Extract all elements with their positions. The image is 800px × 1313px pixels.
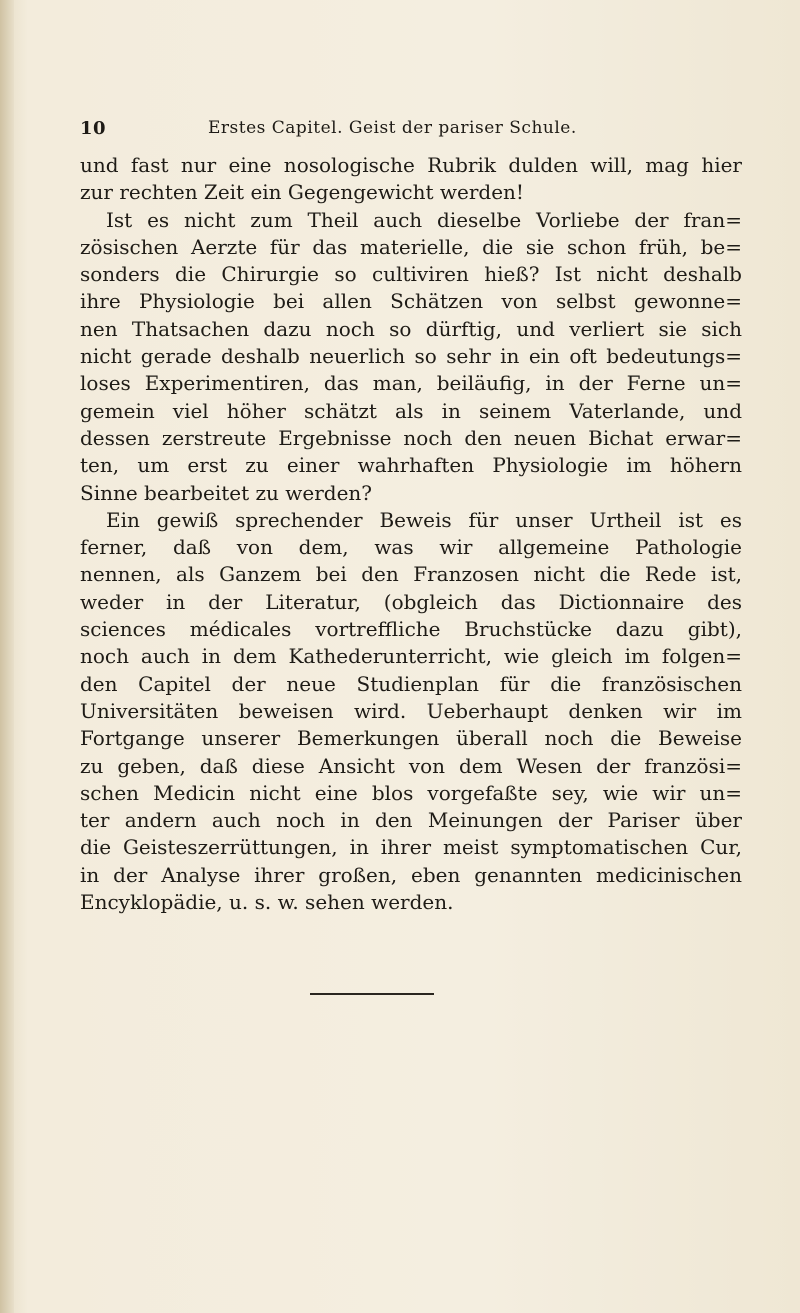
text-line: weder in der Literatur, (obgleich das Dictionnaire des <box>80 589 742 614</box>
text-line: ter andern auch noch in den Meinungen der Pariser über <box>80 808 742 833</box>
text-line: schen Medicin nicht eine blos vorgefaßte sey, wie wir un= <box>80 780 742 805</box>
text-line: ferner, daß von dem, was wir allgemeine Pathologie <box>80 535 742 560</box>
running-title: Erstes Capitel. Geist der pariser Schule. <box>208 118 577 138</box>
text-line: nicht gerade deshalb neuerlich so sehr in ein oft bedeutungs= <box>80 344 742 369</box>
text-line: sonders die Chirurgie so cultiviren hieß? Ist nicht deshalb <box>80 262 742 287</box>
text-line: den Capitel der neue Studienplan für die französischen <box>80 671 742 696</box>
body-text <box>80 152 742 916</box>
text-line: Universitäten beweisen wird. Ueberhaupt denken wir im <box>80 698 742 723</box>
text-line: dessen zerstreute Ergebnisse noch den neuen Bichat erwar= <box>80 425 742 450</box>
text-line: zösischen Aerzte für das materielle, die sie schon früh, be= <box>80 234 742 259</box>
text-line: gemein viel höher schätzt als in seinem Vaterlande, und <box>80 398 742 423</box>
text-line: loses Experimentiren, das man, beiläufig, in der Ferne un= <box>80 371 742 396</box>
page-binding-edge <box>0 0 14 1313</box>
text-line: sciences médicales vortreffliche Bruchstücke dazu gibt), <box>80 617 742 642</box>
text-line: und fast nur eine nosologische Rubrik dulden will, mag hier <box>80 153 742 177</box>
page-header <box>80 118 740 146</box>
page-number: 10 <box>80 118 107 139</box>
end-rule <box>310 993 434 995</box>
text-line: noch auch in dem Kathederunterricht, wie gleich im folgen= <box>80 644 742 669</box>
text-line: zu geben, daß diese Ansicht von dem Wesen der französi= <box>80 753 742 778</box>
text-line: Encyklopädie, u. s. w. sehen werden. <box>80 890 454 915</box>
text-line: zur rechten Zeit ein Gegengewicht werden! <box>80 180 524 205</box>
text-line: ihre Physiologie bei allen Schätzen von selbst gewonne= <box>80 289 742 314</box>
text-line: ten, um erst zu einer wahrhaften Physiologie im höhern <box>80 453 742 478</box>
text-line: nen Thatsachen dazu noch so dürftig, und verliert sie sich <box>80 316 742 341</box>
text-line: Ist es nicht zum Theil auch dieselbe Vorliebe der fran= <box>106 207 742 232</box>
text-line: Fortgange unserer Bemerkungen überall noch die Beweise <box>80 726 742 751</box>
text-line: die Geisteszerrüttungen, in ihrer meist symptomatischen Cur, <box>80 835 742 860</box>
text-line: in der Analyse ihrer großen, eben genannten medicinischen <box>80 862 742 887</box>
text-line: Ein gewiß sprechender Beweis für unser Urtheil ist es <box>106 507 742 532</box>
text-line: nennen, als Ganzem bei den Franzosen nicht die Rede ist, <box>80 562 742 587</box>
text-line: Sinne bearbeitet zu werden? <box>80 480 373 505</box>
